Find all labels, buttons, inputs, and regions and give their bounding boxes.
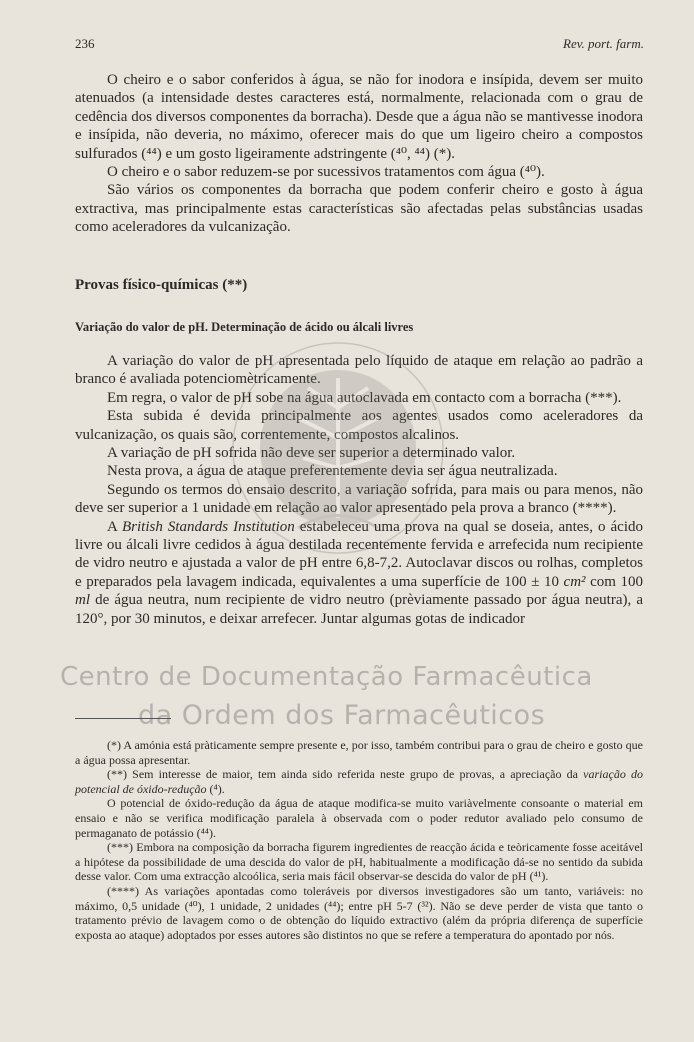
paragraph: O cheiro e o sabor conferidos à água, se não for inodora e insípida, devem ser muito atenuados (a intensidade destes caracteres está, normalmente, relacionada com o grau de cedência dos diversos componentes da borracha). Desde que a água não se mantivesse inodora e insípida, não deveria, no máximo, oferecer mais do que um ligeiro cheiro a compostos sulfurados (⁴⁴) e um gosto ligeiramente adstringente (⁴⁰, ⁴⁴) (*). (75, 72, 643, 162)
paragraph-bsi: A British Standards Institution estabeleceu uma prova na qual se doseia, antes, o ácido livre ou álcali livre cedidos à água destilada recentemente fervida e arrefecida num recipiente de vidro neutro e ajustada a valor de pH entre 6,8-7,2. Autoclavar discos ou rolhas, completos e preparados pela lavagem indicada, equivalentes a uma superfície de 100 ± 10 cm² com 100 ml de água neutra, num recipiente de vidro neutro (prèviamente passado por água neutra), a 120°, por 30 minutos, e deixar arrefecer. Juntar algumas gotas de indicador (75, 518, 643, 627)
section-heading: Provas físico-químicas (**) (75, 277, 248, 293)
unit-ml: ml (75, 592, 90, 609)
running-header (75, 36, 644, 54)
footnote-divider (75, 718, 171, 719)
paragraph: A variação de pH sofrida não deve ser superior a determinado valor. (107, 445, 516, 462)
paragraph: O cheiro e o sabor reduzem-se por sucessivos tratamentos com água (⁴⁰). (107, 164, 545, 181)
paragraph: São vários os componentes da borracha que podem conferir cheiro e gosto à água extractiva, mas principalmente estas características são afectadas pelas substâncias usadas como aceleradores da vulcanização. (75, 182, 643, 236)
intro-section (75, 71, 643, 237)
footnote: (****) As variações apontadas como toleráveis por diversos investigadores são um tanto, variáveis: no máximo, 0,5 unidade (⁴⁰), 1 unidade, 2 unidades (⁴⁴); entre pH 5-7 (³²). Não se deve perder de vista que tanto o tratamento prévio de lavagem como o de obtenção do líquido extractivo (além da própria diferença de superfície exposta ao ataque) adoptados por esses autores são distintos no que se refere a temperatura do apontado por nós. (75, 883, 643, 942)
page-number: 236 (75, 36, 95, 51)
journal-title: Rev. port. farm. (563, 36, 644, 51)
footnote: (**) Sem interesse de maior, tem ainda sido referida neste grupo de provas, a apreciação da variação do potencial de óxido-redução (⁴). (75, 767, 644, 796)
footnote: O potencial de óxido-redução da água de ataque modifica-se muito variàvelmente consoante o material em ensaio e não se verifica modificação paralela à observada com o poder redutor avaliado pelo consumo de permaganato de potássio (⁴⁴). (75, 796, 643, 840)
footnotes (75, 738, 643, 942)
unit-cm2: cm² (563, 573, 586, 590)
paragraph: Esta subida é devida principalmente aos agentes usados como aceleradores da vulcanização, os quais são, correntemente, compostos alcalinos. (75, 408, 643, 443)
paragraph: Em regra, o valor de pH sobe na água autoclavada em contacto com a borracha (***). (107, 389, 622, 406)
paragraph: Segundo os termos do ensaio descrito, a variação sofrida, para mais ou para menos, não deve ser superior a 1 unidade em relação ao valor apresentado pela prova a branco (****). (75, 481, 643, 517)
institution-name: British Standards Institution (122, 518, 295, 535)
watermark-line-2: da Ordem dos Farmacêuticos (138, 700, 546, 731)
paragraph: A variação do valor de pH apresentada pelo líquido de ataque em relação ao padrão a branco é avaliada potenciomètricamente. (75, 353, 643, 388)
paragraph: Nesta prova, a água de ataque preferentemente devia ser água neutralizada. (107, 463, 558, 480)
ph-section (75, 352, 643, 628)
watermark-line-1: Centro de Documentação Farmacêutica (60, 662, 593, 692)
footnote: (*) A amónia está pràticamente sempre presente e, por isso, também contribui para o grau de cheiro e gosto que a água possa apresentar. (75, 738, 643, 767)
footnote: (***) Embora na composição da borracha figurem ingredientes de reacção ácida e teòricamente fosse aceitável a hipótese da possibilidade de uma descida do valor de pH, habitualmente a modificação dá-se no sentido da subida desse valor. Com uma extracção alcoólica, seria mais fácil observar-se descida do valor de pH (⁴¹). (75, 840, 643, 884)
subsection-heading: Variação do valor de pH. Determinação de ácido ou álcali livres (75, 320, 414, 334)
